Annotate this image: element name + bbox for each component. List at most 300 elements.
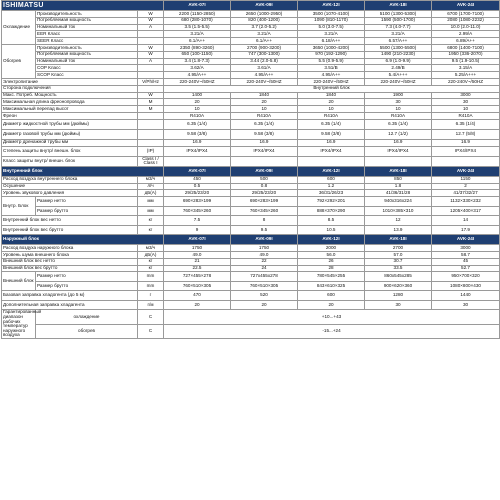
param-label: Диаметр газовой трубы мм (дюймы) [2, 129, 138, 139]
value-cell: 9.5 [231, 225, 298, 235]
value-cell: R410A [432, 112, 500, 119]
value-cell: 6800 (1400-7100) [432, 44, 500, 51]
value-cell: 10 [365, 106, 432, 113]
value-cell: 6.1/A++ [164, 38, 231, 45]
unit-label: C [138, 310, 164, 324]
unit-label: W [138, 17, 164, 24]
value-cell: 3000 [432, 92, 500, 99]
value-cell: 10.5 [298, 225, 365, 235]
brand-logo: ISHIMATSU [2, 1, 164, 11]
value-cell: 3.7 (2.0-5.2) [231, 24, 298, 31]
range-value: -15...+24 [164, 324, 500, 338]
value-cell: 220-240V~/50HZ [365, 78, 432, 85]
value-cell: 747 (300-1300) [231, 51, 298, 58]
value-cell: 727×455×278 [164, 272, 231, 282]
value-cell: 14 [432, 216, 500, 226]
unit-label [138, 38, 164, 45]
unit-label: г [138, 291, 164, 301]
value-cell: 20 [298, 300, 365, 310]
table-row [2, 251, 500, 258]
value-cell: 2080 (1080-2232) [432, 17, 500, 24]
unit-label: A [138, 58, 164, 65]
table-row [2, 78, 500, 85]
unit-label [138, 129, 164, 139]
value-cell: 22 [231, 258, 298, 265]
param-label: Производительность [36, 44, 138, 51]
unit-label: (IP) [138, 146, 164, 156]
unit-label: M [138, 99, 164, 106]
value-cell: 16.9 [365, 139, 432, 146]
value-cell: 450 [164, 176, 231, 183]
param-label: Дополнительная заправка хладагента [2, 300, 138, 310]
table-row [2, 17, 500, 24]
param-label: Диаметр жидкостной трубы мм (дюймы) [2, 119, 138, 129]
table-row [2, 11, 500, 18]
unit-label: M [138, 106, 164, 113]
value-cell: 220-240V~/50HZ [231, 78, 298, 85]
unit-label: mm [138, 272, 164, 282]
value-cell: 888×370×290 [298, 206, 365, 216]
unit-label: г/м [138, 300, 164, 310]
table-row [2, 156, 500, 166]
param-label: Класс защиты внутр/ внешн. блок [2, 156, 138, 166]
value-cell: 1490 (210-2230) [365, 51, 432, 58]
value-cell: 792×292×201 [298, 197, 365, 207]
unit-label [138, 112, 164, 119]
table-row [2, 324, 500, 338]
value-cell: 33.5 [365, 265, 432, 272]
value-cell: 220-240V~/50HZ [432, 78, 500, 85]
value-cell: 30 [365, 99, 432, 106]
table-row [2, 51, 500, 58]
value-cell: 2 [432, 183, 500, 190]
value-cell: 12.7 (1/2) [365, 129, 432, 139]
model-header: AVK-24I [432, 235, 500, 245]
param-label: EER Класс [36, 31, 138, 38]
model-header: AVK-18I [365, 166, 432, 176]
value-cell: 20 [164, 99, 231, 106]
value-cell: 3000 [432, 245, 500, 252]
param-label: Осушение [2, 183, 138, 190]
value-cell: 45 [432, 258, 500, 265]
table-row [2, 190, 500, 197]
value-cell: 58.7 [432, 251, 500, 258]
unit-label [138, 119, 164, 129]
unit-label: W [138, 44, 164, 51]
value-cell: 1900 [365, 92, 432, 99]
param-label: COP Класс [36, 65, 138, 72]
value-cell: 16.9 [432, 139, 500, 146]
model-header: AVK-12I [298, 235, 365, 245]
value-cell [231, 156, 298, 166]
value-cell: 2200 (1150-2850) [164, 11, 231, 18]
value-cell: 22.5 [164, 265, 231, 272]
value-cell: 21 [164, 258, 231, 265]
value-cell [298, 156, 365, 166]
value-cell: 52.7 [432, 265, 500, 272]
value-cell: 6.35 (1/4) [231, 119, 298, 129]
table-row [2, 206, 500, 216]
value-cell: 1840 [298, 92, 365, 99]
param-label: Базовая заправка хладогента (до 5 м) [2, 291, 138, 301]
outdoor-block-label: Внешний блок [2, 272, 36, 291]
value-cell [365, 156, 432, 166]
unit-label: A [138, 24, 164, 31]
value-cell: 8.5 [298, 216, 365, 226]
model-header: AVK-07I [164, 166, 231, 176]
unit-label [138, 65, 164, 72]
value-cell: 13.9 [365, 225, 432, 235]
value-cell: 10 [298, 106, 365, 113]
value-cell: 10 [432, 106, 500, 113]
value-cell: 20 [164, 300, 231, 310]
outdoor-section-title: Наружный блок [2, 235, 164, 245]
value-cell: 1150 [432, 176, 500, 183]
value-cell: 5.0 (3.0-7.5) [298, 24, 365, 31]
value-cell: 30.7 [365, 258, 432, 265]
table-row [2, 300, 500, 310]
value-cell: 1440 [432, 291, 500, 301]
param-label: Максимальная длина фреонопровода [2, 99, 138, 106]
value-cell: 4.95/A++ [164, 72, 231, 79]
value-cell: 16.9 [231, 139, 298, 146]
table-row [2, 245, 500, 252]
value-cell: 600 [298, 291, 365, 301]
table-row [2, 265, 500, 272]
value-cell: IPX4/IPX4 [432, 146, 500, 156]
param-label: Размер брутто [36, 206, 138, 216]
value-cell: 6.1/A++ [231, 38, 298, 45]
value-cell: 41/36/31/28 [365, 190, 432, 197]
value-cell: IPX4/IPX4 [231, 146, 298, 156]
value-cell: 10 [164, 106, 231, 113]
range-group-label: Гарантированный диапазон рабочих температур наружного воздуха [3, 309, 42, 338]
param-label: Макс. Потреб. Мощность [2, 92, 138, 99]
value-cell: 2350 (890-3260) [164, 44, 231, 51]
unit-label: кг [138, 265, 164, 272]
value-cell: 12 [365, 216, 432, 226]
value-cell: 9.5 (1.9-10.5) [432, 58, 500, 65]
value-cell: 12.7 (5/8) [432, 129, 500, 139]
value-cell: 6.35 (1/4) [432, 119, 500, 129]
value-cell: 41/37/32/27 [432, 190, 500, 197]
value-cell: 6.9 (1.0-9.9) [365, 58, 432, 65]
value-cell: 10 [231, 106, 298, 113]
table-row [2, 58, 500, 65]
table-row [2, 85, 500, 92]
value-cell: 16.9 [164, 139, 231, 146]
value-cell: 970 (192-1290) [298, 51, 365, 58]
value-cell: 20 [298, 99, 365, 106]
value-cell: 5.4/A+++ [365, 72, 432, 79]
value-cell: 940x316x224 [365, 197, 432, 207]
value-cell: 20 [231, 300, 298, 310]
value-cell: 9 [164, 225, 231, 235]
value-cell: 1010×385×310 [365, 206, 432, 216]
unit-label: W [138, 51, 164, 58]
value-cell: 6.89/A++ [432, 38, 500, 45]
param-label: Производительность [36, 11, 138, 18]
model-header: AVK-18I [365, 235, 432, 245]
value-cell: IPX4/IPX4 [365, 146, 432, 156]
value-cell: 3.62/A [164, 65, 231, 72]
model-header: AVK-24I [432, 1, 500, 11]
param-label: Степень защиты внутр/ внешн. блок [2, 146, 138, 156]
unit-label: дБ(А) [138, 190, 164, 197]
param-label: Номинальный ток [36, 58, 138, 65]
value-cell: 0.8 [231, 183, 298, 190]
value-cell: 3.51/B [298, 65, 365, 72]
value-cell: 30 [432, 99, 500, 106]
value-cell: 600 [298, 176, 365, 183]
table-row [2, 72, 500, 79]
value-cell: 1840 [231, 92, 298, 99]
value-cell: 3.5 (1.5-5.5) [164, 24, 231, 31]
value-cell: 17.9 [432, 225, 500, 235]
value-cell: IPX4/IPX4 [164, 146, 231, 156]
param-label: Внутренний блок вес брутто [2, 225, 138, 235]
value-cell: 1750 [231, 245, 298, 252]
unit-label: дБ(А) [138, 251, 164, 258]
value-cell: 5.5 (0.9-5.9) [298, 58, 365, 65]
value-cell: 3.44 (2.0-5.8) [231, 58, 298, 65]
value-cell: 860x545x285 [365, 272, 432, 282]
table-row [2, 65, 500, 72]
header-row [2, 1, 500, 11]
value-cell: 24 [231, 265, 298, 272]
unit-label: л/ч [138, 183, 164, 190]
value-cell: 820 (400-1200) [231, 17, 298, 24]
value-cell: 56.0 [298, 251, 365, 258]
value-cell: 9.58 (3/8) [298, 129, 365, 139]
param-label: Внешний блок вес брутто [2, 265, 138, 272]
value-cell: 2.49/B [365, 65, 432, 72]
value-cell: 3.21/A [164, 31, 231, 38]
value-cell [432, 156, 500, 166]
value-cell: 7.5 [164, 216, 231, 226]
unit-label [138, 72, 164, 79]
value-cell: 1400 [164, 92, 231, 99]
model-header: AVK-24I [432, 166, 500, 176]
value-cell: 1.8 [365, 183, 432, 190]
spec-table [1, 0, 500, 339]
value-cell: 49.0 [164, 251, 231, 258]
table-row [2, 119, 500, 129]
unit-label: кг [138, 216, 164, 226]
value-cell: 3.4 (1.8-7.3) [164, 58, 231, 65]
value-cell: 760×510×305 [231, 281, 298, 291]
param-label: Максимальный перепад высот [2, 106, 138, 113]
value-cell: 3.21/A [298, 31, 365, 38]
value-cell: 6.35 (1/4) [298, 119, 365, 129]
model-header: AVK-12I [298, 1, 365, 11]
cooling-group-label: Охлаждение [2, 11, 36, 45]
table-row [2, 225, 500, 235]
model-header: AVK-07I [164, 1, 231, 11]
value-cell: 9.58 (3/8) [164, 129, 231, 139]
param-label: Диаметр дренажной трубы мм [2, 139, 138, 146]
value-cell: 2.99/A [432, 31, 500, 38]
table-row [2, 112, 500, 119]
unit-label: мм [138, 206, 164, 216]
value-cell: 780×545×255 [298, 272, 365, 282]
table-row [2, 216, 500, 226]
model-header: AVK-09I [231, 1, 298, 11]
value-cell: 29/25/23/20 [164, 190, 231, 197]
value-cell: 4.95/A++ [298, 72, 365, 79]
param-label: Внутренний блок вес нетто [2, 216, 138, 226]
indoor-section-title: Внутренний блок [2, 166, 164, 176]
section-header [2, 235, 500, 245]
value-cell: 4.95/A++ [231, 72, 298, 79]
param-label: Потребляемая мощность [36, 17, 138, 24]
table-row [2, 197, 500, 207]
model-header: AVK-07I [164, 235, 231, 245]
value-cell: 220-240V~/50HZ [164, 78, 231, 85]
value-cell: 760×345×260 [231, 206, 298, 216]
table-row [2, 106, 500, 113]
value-cell: R410A [365, 112, 432, 119]
value-cell: 220-240V~/50HZ [298, 78, 365, 85]
value-cell: 20 [231, 99, 298, 106]
param-label: Сторона подключения [2, 85, 138, 92]
value-cell: 6.57/A++ [365, 38, 432, 45]
table-row [2, 258, 500, 265]
table-row [2, 31, 500, 38]
value-cell: 1132×330×232 [432, 197, 500, 207]
value-cell: 1750 [164, 245, 231, 252]
value-cell: 3.15/A [432, 65, 500, 72]
table-row [2, 183, 500, 190]
value-cell: 727x455x278 [231, 272, 298, 282]
param-label: Уровень звукового давления [2, 190, 138, 197]
table-row [2, 99, 500, 106]
value-cell: R410A [231, 112, 298, 119]
value-cell: 6.18/A++ [298, 38, 365, 45]
unit-label: C [138, 324, 164, 338]
model-header: AVK-12I [298, 166, 365, 176]
param-label: SCOP Класс [36, 72, 138, 79]
value-cell: 57.0 [365, 251, 432, 258]
unit-label: м3/ч [138, 245, 164, 252]
value-cell: 1.2 [298, 183, 365, 190]
value-cell: 3500 (1070-4100) [298, 11, 365, 18]
param-label: SEER Класс [36, 38, 138, 45]
unit-label: mm [138, 281, 164, 291]
table-row [2, 291, 500, 301]
table-row [2, 272, 500, 282]
table-row [2, 129, 500, 139]
param-label: Электропитание [2, 78, 138, 85]
value-cell: 5100 (1300-5300) [365, 11, 432, 18]
range-value: +10...+43 [164, 310, 500, 324]
value-cell: 3650 (1000-4200) [298, 44, 365, 51]
value-cell: 1205×400×317 [432, 206, 500, 216]
param-label: Размер нетто [36, 197, 138, 207]
value-cell: 950×700×320 [432, 272, 500, 282]
value-cell: 1590 (500-1700) [365, 17, 432, 24]
value-cell: 5500 (1300-5500) [365, 44, 432, 51]
table-row [2, 44, 500, 51]
side-value: Внутренний блок [164, 85, 500, 92]
heating-group-label: Обогрев [2, 44, 36, 78]
value-cell: 690×283×199 [164, 197, 231, 207]
unit-label: м3/ч [138, 176, 164, 183]
table-row [2, 38, 500, 45]
value-cell: 760×510×305 [164, 281, 231, 291]
value-cell: 650 (100-1150) [164, 51, 231, 58]
param-label: Номинальный ток [36, 24, 138, 31]
table-row [2, 176, 500, 183]
table-row [2, 92, 500, 99]
value-cell: 29/25/23/20 [231, 190, 298, 197]
param-label: охлаждение [36, 310, 138, 324]
table-row [2, 146, 500, 156]
value-cell: 6.35 (1/4) [365, 119, 432, 129]
param-label: Расход воздуха наружного блока [2, 245, 138, 252]
unit-label [138, 31, 164, 38]
value-cell: 470 [164, 291, 231, 301]
value-cell: 850 [365, 176, 432, 183]
param-label: Размер брутто [36, 281, 138, 291]
value-cell: R410A [298, 112, 365, 119]
indoor-block-label: Внутр. Блок [2, 197, 36, 216]
value-cell: 0.5 [164, 183, 231, 190]
value-cell: 2700 (900-3200) [231, 44, 298, 51]
value-cell: 6700 (1700-7100) [432, 11, 500, 18]
section-header [2, 166, 500, 176]
value-cell: 3.61/A [231, 65, 298, 72]
value-cell: 49.0 [231, 251, 298, 258]
unit-label [138, 85, 164, 92]
unit-label: W [138, 11, 164, 18]
value-cell: 2650 (1000-2950) [231, 11, 298, 18]
value-cell: 1090 (810-1170) [298, 17, 365, 24]
unit-label: W [138, 92, 164, 99]
table-row [2, 310, 500, 324]
param-label: Внешний блок вес нетто [2, 258, 138, 265]
table-row [2, 24, 500, 31]
value-cell: 8 [231, 216, 298, 226]
value-cell: 5.25/A+++ [432, 72, 500, 79]
value-cell: 690×283×199 [231, 197, 298, 207]
value-cell [164, 156, 231, 166]
value-cell: 843×610×325 [298, 281, 365, 291]
value-cell: 28 [298, 265, 365, 272]
model-header: AVK-18I [365, 1, 432, 11]
value-cell: IPX4/IPX4 [298, 146, 365, 156]
value-cell: 900×620×360 [365, 281, 432, 291]
unit-label: V/Ph/Hz [138, 78, 164, 85]
table-row [2, 139, 500, 146]
unit-label: Class I / Class I [138, 156, 164, 166]
value-cell: 500 [231, 176, 298, 183]
value-cell: 30 [432, 300, 500, 310]
value-cell: 680 (280-1070) [164, 17, 231, 24]
value-cell: 3.21/A [231, 31, 298, 38]
value-cell: 36/31/26/23 [298, 190, 365, 197]
value-cell: 2000 [298, 245, 365, 252]
value-cell: 3.21/A [365, 31, 432, 38]
param-label: обогрев [36, 324, 138, 338]
value-cell: 30 [365, 300, 432, 310]
value-cell: 7.3 (4.0-7.7) [365, 24, 432, 31]
value-cell: 1080×800×430 [432, 281, 500, 291]
value-cell: 1280 [365, 291, 432, 301]
value-cell: 9.58 (3/8) [231, 129, 298, 139]
value-cell: 26 [298, 258, 365, 265]
model-header: AVK-09I [231, 235, 298, 245]
